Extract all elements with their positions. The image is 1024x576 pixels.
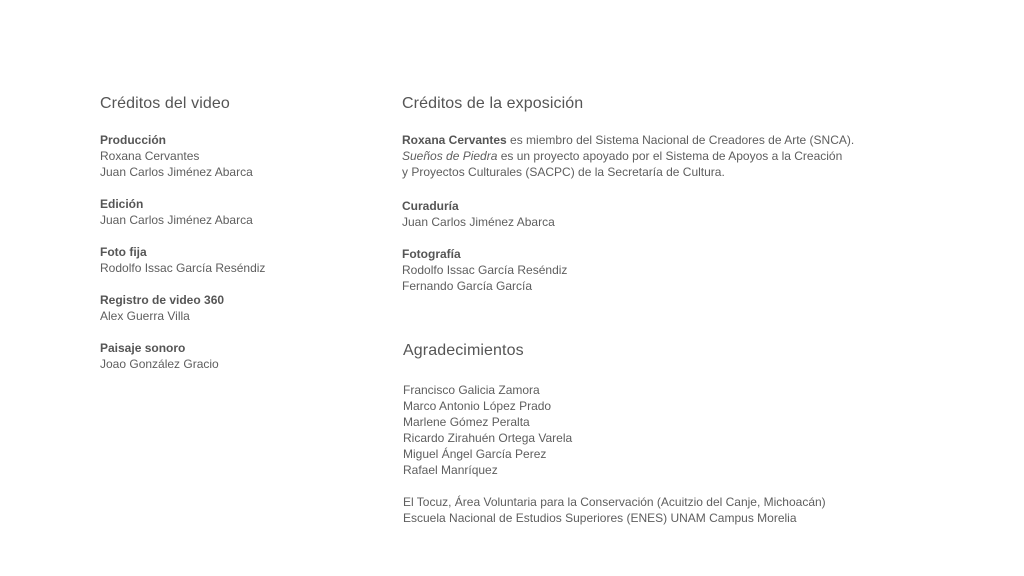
project-support-text: es un proyecto apoyado por el Sistema de Apoyos a la Creación bbox=[497, 149, 843, 163]
credit-name: Juan Carlos Jiménez Abarca bbox=[100, 165, 253, 179]
acknowledged-person: Miguel Ángel García Perez bbox=[403, 447, 547, 461]
credit-group-360-video bbox=[100, 292, 380, 324]
credit-group-title: Foto fija bbox=[100, 245, 147, 259]
credit-name: Roxana Cervantes bbox=[100, 149, 200, 163]
acknowledged-people-list bbox=[403, 382, 963, 478]
acknowledgements-heading: Agradecimientos bbox=[403, 342, 524, 359]
acknowledged-person: Marlene Gómez Peralta bbox=[403, 415, 530, 429]
credit-name: Juan Carlos Jiménez Abarca bbox=[402, 215, 555, 229]
credit-name: Joao González Gracio bbox=[100, 357, 219, 371]
credit-group-editing bbox=[100, 196, 380, 228]
credit-group-title: Producción bbox=[100, 133, 167, 147]
exhibition-credits-section bbox=[402, 94, 962, 294]
video-credits-heading: Créditos del video bbox=[100, 95, 230, 112]
acknowledged-person: Marco Antonio López Prado bbox=[403, 399, 552, 413]
credit-name: Alex Guerra Villa bbox=[100, 309, 190, 323]
credit-group-title: Registro de video 360 bbox=[100, 293, 225, 307]
acknowledged-organizations-list bbox=[403, 494, 963, 526]
credit-name: Fernando García García bbox=[402, 279, 533, 293]
credit-group-photography bbox=[402, 246, 962, 294]
exhibition-credits-heading: Créditos de la exposición bbox=[402, 95, 584, 112]
credit-group-title: Edición bbox=[100, 197, 144, 211]
artist-name: Roxana Cervantes bbox=[402, 133, 507, 147]
credit-group-production bbox=[100, 132, 380, 180]
acknowledged-person: Rafael Manríquez bbox=[403, 463, 498, 477]
exhibition-intro-paragraph bbox=[402, 132, 962, 180]
credit-group-still-photo bbox=[100, 244, 380, 276]
credit-group-title: Paisaje sonoro bbox=[100, 341, 186, 355]
acknowledged-organization: Escuela Nacional de Estudios Superiores (ENES) UNAM Campus Morelia bbox=[403, 511, 797, 525]
credit-group-title: Curaduría bbox=[402, 199, 459, 213]
credit-name: Rodolfo Issac García Reséndiz bbox=[100, 261, 266, 275]
acknowledged-organization: El Tocuz, Área Voluntaria para la Conservación (Acuitzio del Canje, Michoacán) bbox=[403, 495, 826, 509]
artist-membership-text: es miembro del Sistema Nacional de Creadores de Arte (SNCA). bbox=[506, 133, 855, 147]
acknowledgements-section bbox=[403, 341, 963, 526]
acknowledged-person: Francisco Galicia Zamora bbox=[403, 383, 540, 397]
project-title: Sueños de Piedra bbox=[402, 149, 498, 163]
acknowledged-person: Ricardo Zirahuén Ortega Varela bbox=[403, 431, 573, 445]
credit-name: Juan Carlos Jiménez Abarca bbox=[100, 213, 253, 227]
credit-group-soundscape bbox=[100, 340, 380, 372]
project-support-text-cont: y Proyectos Culturales (SACPC) de la Secretaría de Cultura. bbox=[402, 165, 725, 179]
video-credits-section bbox=[100, 94, 380, 372]
credit-group-title: Fotografía bbox=[402, 247, 461, 261]
credit-name: Rodolfo Issac García Reséndiz bbox=[402, 263, 568, 277]
credit-group-curation bbox=[402, 198, 962, 230]
